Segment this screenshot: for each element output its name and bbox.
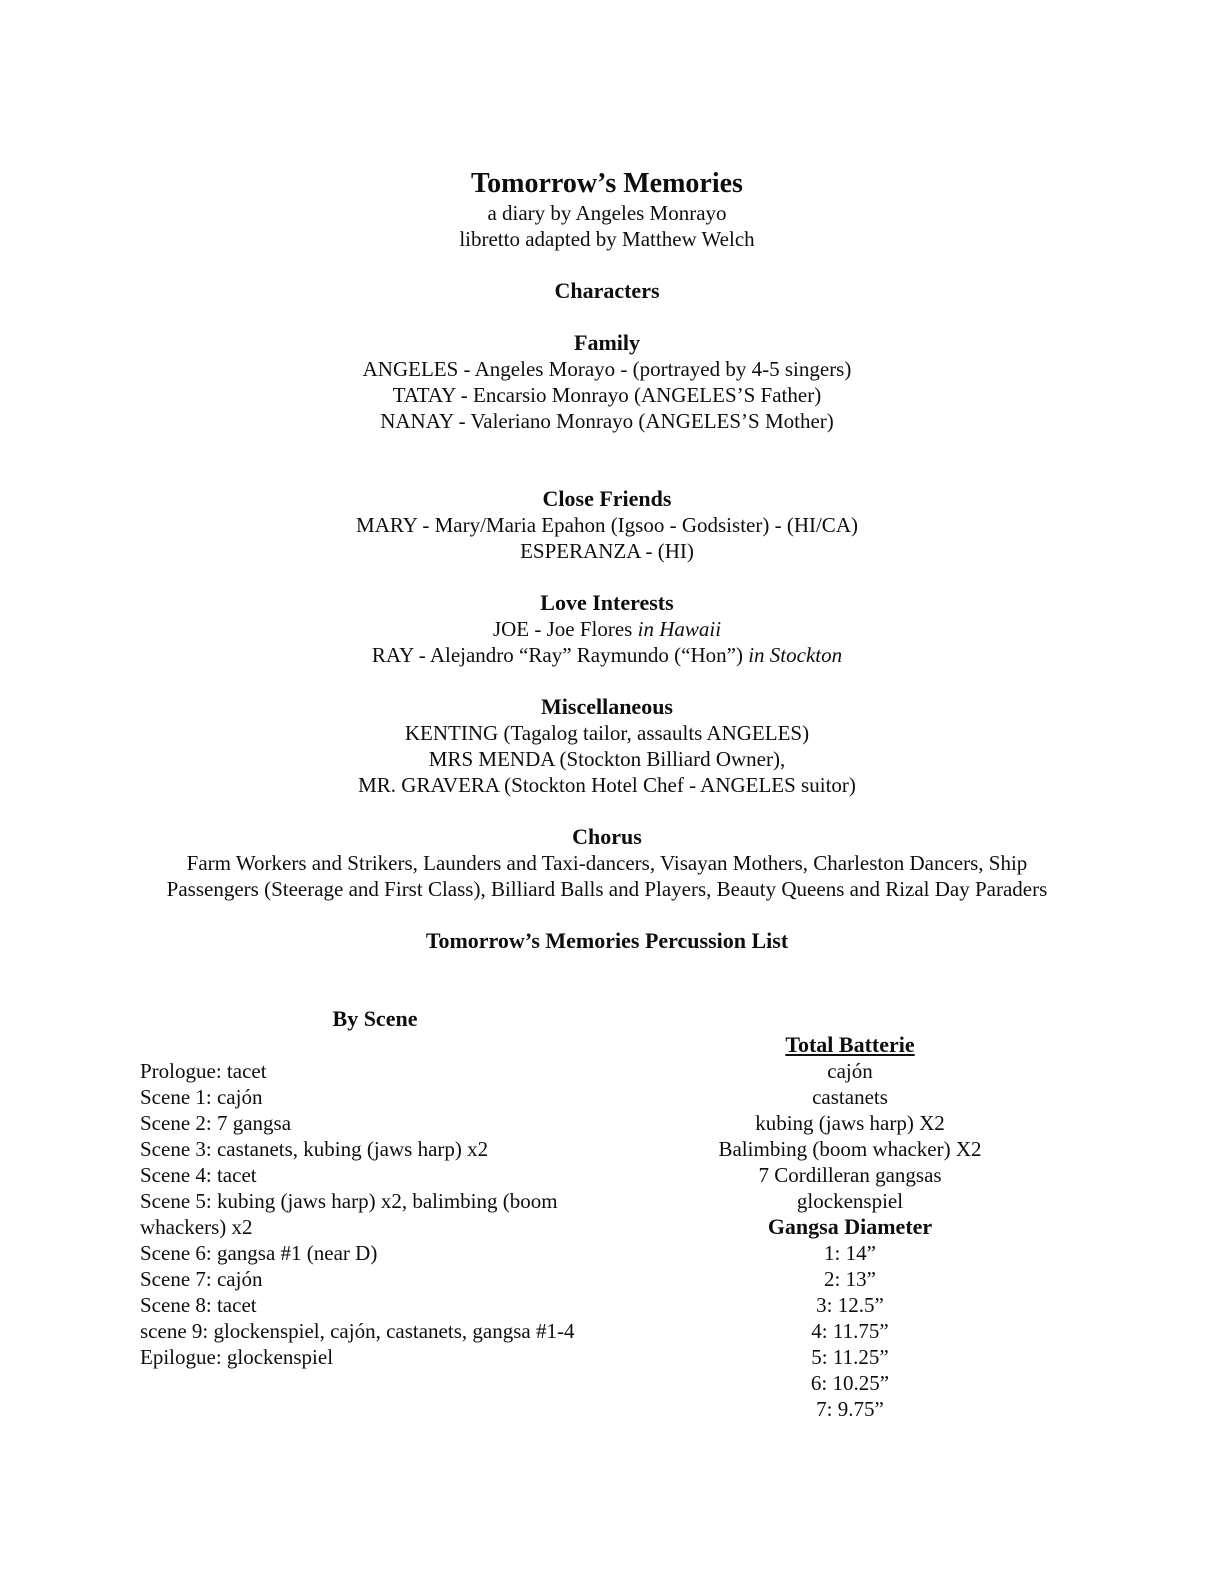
by-scene-item: Scene 1: cajón [140,1085,263,1109]
chorus-heading: Chorus [572,824,642,849]
miscellaneous-section [0,694,1214,798]
percussion-list-heading: Tomorrow’s Memories Percussion List [425,928,789,953]
by-scene-heading: By Scene [332,1006,418,1031]
by-scene-item: Scene 8: tacet [140,1293,257,1317]
characters-heading: Characters [554,278,660,303]
total-batterie-column [640,1006,1060,1422]
by-scene-column [140,1006,610,1422]
close-friends-line: MARY - Mary/Maria Epahon (Igsoo - Godsister) - (HI/CA) [356,513,858,537]
miscellaneous-heading: Miscellaneous [541,694,673,719]
by-scene-item: Epilogue: glockenspiel [140,1345,334,1369]
percussion-columns [0,1006,1214,1422]
gangsa-diameter-item: 7: 9.75” [816,1397,884,1421]
gangsa-diameter-item: 3: 12.5” [816,1293,884,1317]
chorus-line: Passengers (Steerage and First Class), Billiard Balls and Players, Beauty Queens and Rizal Day Paraders [166,877,1048,901]
by-scene-item: Scene 5: kubing (jaws harp) x2, balimbing (boom whackers) x2 [140,1189,558,1239]
gangsa-diameter-item: 1: 14” [824,1241,876,1265]
by-scene-item: Scene 4: tacet [140,1163,257,1187]
by-scene-item: Prologue: tacet [140,1059,267,1083]
miscellaneous-line: MRS MENDA (Stockton Billiard Owner), [428,747,786,771]
gangsa-diameter-item: 5: 11.25” [811,1345,889,1369]
by-scene-item: Scene 2: 7 gangsa [140,1111,292,1135]
family-line: ANGELES - Angeles Morayo - (portrayed by 4-5 singers) [362,357,852,381]
family-section [0,330,1214,434]
total-batterie-item: 7 Cordilleran gangsas [758,1163,942,1187]
total-batterie-item: cajón [827,1059,873,1083]
gangsa-diameter-item: 2: 13” [824,1267,876,1291]
total-batterie-heading-text: Total Batterie [785,1032,915,1057]
document-adaptation: libretto adapted by Matthew Welch [459,227,755,251]
miscellaneous-line: MR. GRAVERA (Stockton Hotel Chef - ANGELES suitor) [358,773,856,797]
total-batterie-item: kubing (jaws harp) X2 [755,1111,945,1135]
close-friends-heading: Close Friends [542,486,672,511]
chorus-line: Farm Workers and Strikers, Launders and Taxi-dancers, Visayan Mothers, Charleston Dancers, Ship [186,851,1028,875]
family-heading: Family [574,330,640,355]
love-interests-heading: Love Interests [540,590,674,615]
love-interests-line [0,642,1214,668]
love-line-text: JOE - Joe Flores [492,617,638,641]
gangsa-diameter-item: 4: 11.75” [811,1319,889,1343]
total-batterie-heading [640,1032,1060,1058]
by-scene-item: Scene 6: gangsa #1 (near D) [140,1241,378,1265]
love-line-location: in Hawaii [637,617,722,641]
miscellaneous-line: KENTING (Tagalog tailor, assaults ANGELES) [404,721,810,745]
love-interests-line [0,616,1214,642]
family-line: TATAY - Encarsio Monrayo (ANGELES’S Father) [392,383,822,407]
total-batterie-item: glockenspiel [796,1189,904,1213]
by-scene-item: scene 9: glockenspiel, cajón, castanets, gangsa #1-4 [140,1319,575,1343]
love-interests-section [0,590,1214,668]
by-scene-item: Scene 7: cajón [140,1267,263,1291]
love-line-location: in Stockton [748,643,843,667]
total-batterie-item: Balimbing (boom whacker) X2 [718,1137,982,1161]
love-line-text: RAY - Alejandro “Ray” Raymundo (“Hon”) [371,643,749,667]
total-batterie-item: castanets [812,1085,888,1109]
by-scene-item: Scene 3: castanets, kubing (jaws harp) x2 [140,1137,489,1161]
chorus-section [0,824,1214,902]
document-title: Tomorrow’s Memories [471,168,743,199]
family-line: NANAY - Valeriano Monrayo (ANGELES’S Mother) [380,409,834,433]
document-byline: a diary by Angeles Monrayo [487,201,727,225]
close-friends-line: ESPERANZA - (HI) [520,539,694,563]
close-friends-section [0,486,1214,564]
gangsa-diameter-heading: Gangsa Diameter [767,1214,933,1239]
gangsa-diameter-item: 6: 10.25” [810,1371,890,1395]
